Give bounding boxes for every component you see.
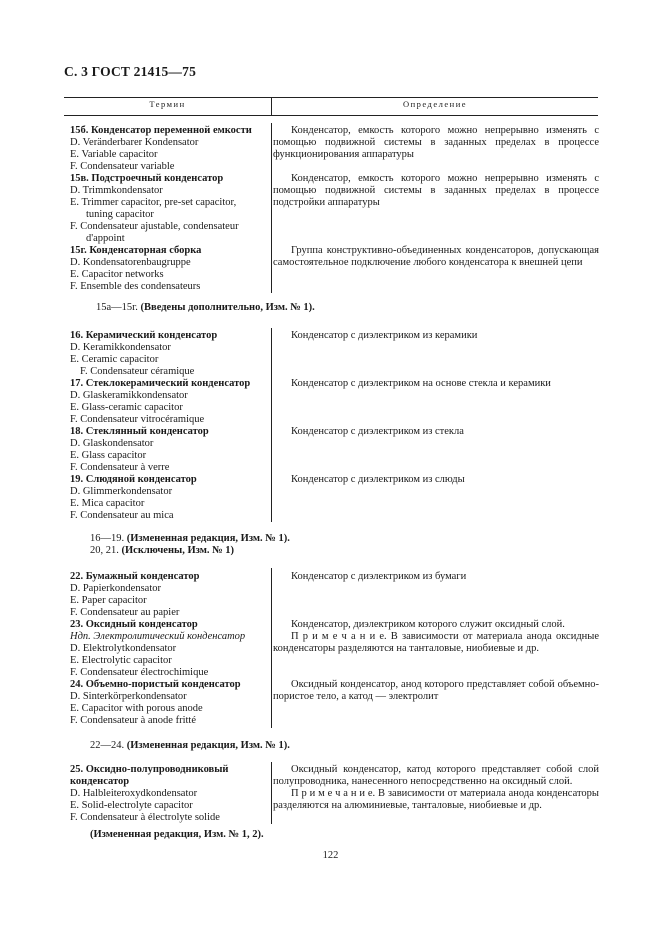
term-title: 17. Стеклокерамический конденсатор [70,378,251,389]
term-english: E. Paper capacitor [70,595,147,606]
term-german: D. Veränderbarer Kondensator [70,137,199,148]
definition-text: Конденсатор с диэлектриком на основе стекла и керамики [291,378,551,389]
page-header: С. 3 ГОСТ 21415—75 [64,64,197,79]
column-divider [271,123,272,293]
term-title: 18. Стеклянный конденсатор [70,426,209,437]
amendment-note-text: (Измененная редакция, Изм. № 1). [126,533,290,544]
definition-text: Оксидный конденсатор, катод которого представляет собой слой полупроводника, нанесенного непосредственно на оксидный слой. [273,764,599,787]
term-french: F. Condensateur ajustable, condensateur [70,221,239,232]
term-german: D. Keramikkondensator [70,342,171,353]
term-german: D. Glaskeramikkondensator [70,390,188,401]
term-english-continued: tuning capacitor [86,209,154,220]
term-title: 23. Оксидный конденсатор [70,619,198,630]
definition-text: Конденсатор, емкость которого можно непрерывно изменять с помощью подвижной системы в заданных пределах в процессе функционирования аппаратуры [273,125,599,160]
term-english: E. Electrolytic capacitor [70,655,172,666]
term-english: E. Capacitor with porous anode [70,703,203,714]
amendment-note: (Измененная редакция, Изм. № 1, 2). [90,829,264,840]
table-header-rule [64,115,598,116]
term-title: 25. Оксидно-полупроводниковый конденсатор [70,764,229,787]
definition-note: П р и м е ч а н и е. В зависимости от материала анода конденсаторы разделяются на алюминиевые, танталовые, ниобиевые и др. [273,788,599,811]
term-french: F. Condensateur variable [70,161,175,172]
amendment-note-numbers: 15а—15г. [96,302,138,313]
term-english: E. Ceramic capacitor [70,354,159,365]
table-top-rule [64,97,598,98]
term-french: F. Condensateur vitrocéramique [70,414,205,425]
amendment-note [90,533,290,545]
page-number: 122 [322,850,339,861]
amendment-note-text: (Исключены, Изм. № 1) [121,545,235,556]
term-title: 15в. Подстроечный конденсатор [70,173,224,184]
definition-text: Конденсатор с диэлектриком из стекла [291,426,464,437]
amendment-note-text: (Измененная редакция, Изм. № 1). [126,740,290,751]
definition-text: Конденсатор, емкость которого можно непрерывно изменять с помощью подвижной системы в заданных пределах в процессе подстройки аппаратуры [273,173,599,208]
term-german: D. Halbleiteroxydkondensator [70,788,198,799]
amendment-note-numbers: 22—24. [90,740,125,751]
definition-text: Группа конструктивно-объединенных конденсаторов, допускающая самостоятельное подключение любого конденсатора к внешней цепи [273,245,599,268]
amendment-note-text: (Введены дополнительно, Изм. № 1). [140,302,315,313]
term-english: E. Trimmer capacitor, pre-set capacitor, [70,197,237,208]
term-german: D. Trimmkondensator [70,185,163,196]
term-title: 22. Бумажный конденсатор [70,571,200,582]
column-divider [271,328,272,522]
term-title: 15б. Конденсатор переменной емкости [70,125,252,136]
term-french: F. Ensemble des condensateurs [70,281,201,292]
definition-text: Конденсатор с диэлектриком из слюды [291,474,465,485]
term-english: E. Mica capacitor [70,498,145,509]
term-french: F. Condensateur au papier [70,607,180,618]
column-divider [271,568,272,728]
definition-text: Конденсатор, диэлектриком которого служит оксидный слой. [291,619,565,630]
amendment-note [90,740,290,752]
term-french: F. Condensateur céramique [80,366,195,377]
column-header-term: Термин [149,99,186,109]
column-header-definition: Определение [402,99,468,109]
term-english: E. Variable capacitor [70,149,158,160]
term-french: F. Condensateur au mica [70,510,174,521]
definition-text: Конденсатор с диэлектриком из бумаги [291,571,467,582]
amendment-note-numbers: 16—19. [90,533,125,544]
term-english: E. Capacitor networks [70,269,164,280]
term-deprecated: Ндп. Электролитический конденсатор [70,631,246,642]
amendment-note [90,545,234,557]
term-german: D. Sinterkörperkondensator [70,691,187,702]
term-french: F. Condensateur à verre [70,462,170,473]
term-german: D. Elektrolytkondensator [70,643,177,654]
column-divider [271,762,272,824]
term-title: 24. Объемно-пористый конденсатор [70,679,241,690]
term-french-continued: d'appoint [86,233,125,244]
term-german: D. Glimmerkondensator [70,486,173,497]
term-german: D. Kondensatorenbaugruppe [70,257,191,268]
term-german: D. Glaskondensator [70,438,154,449]
term-french: F. Condensateur électrochimique [70,667,209,678]
term-title: 15г. Конденсаторная сборка [70,245,202,256]
term-title: 16. Керамический конденсатор [70,330,218,341]
definition-note: П р и м е ч а н и е. В зависимости от материала анода оксидные конденсаторы разделяются на танталовые, ниобиевые и др. [273,631,599,654]
amendment-note-numbers: 20, 21. [90,545,119,556]
term-english: E. Glass capacitor [70,450,147,461]
term-french: F. Condensateur à électrolyte solide [70,812,220,823]
term-title: 19. Слюдяной конденсатор [70,474,197,485]
term-french: F. Condensateur à anode fritté [70,715,196,726]
definition-text: Конденсатор с диэлектриком из керамики [291,330,478,341]
term-english: E. Glass-ceramic capacitor [70,402,183,413]
term-english: E. Solid-electrolyte capacitor [70,800,193,811]
definition-text: Оксидный конденсатор, анод которого представляет собой объемно-пористое тело, а катод — электролит [273,679,599,702]
term-german: D. Papierkondensator [70,583,161,594]
amendment-note [96,302,315,314]
